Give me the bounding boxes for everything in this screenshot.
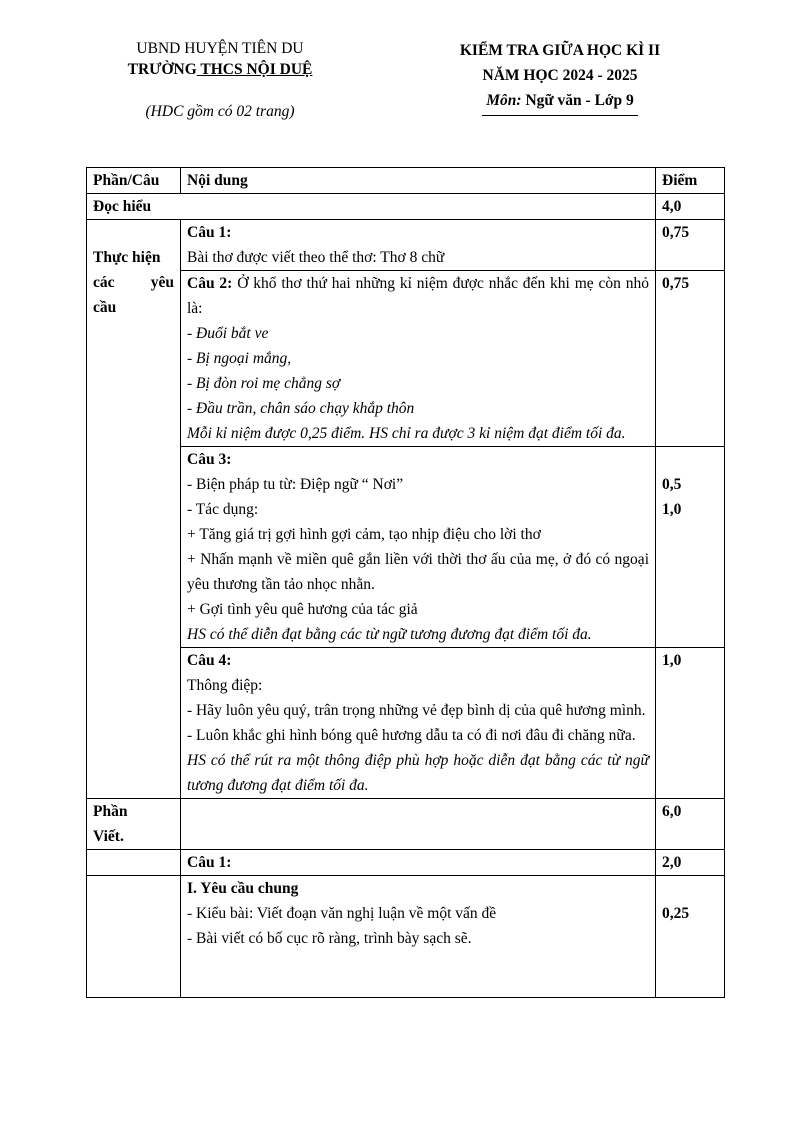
- thuc-hien-label: Thực hiện các yêu cầu: [87, 220, 181, 799]
- table-header-row: [87, 168, 725, 194]
- score-cell: 1,0: [656, 648, 725, 799]
- table-row: [87, 648, 725, 799]
- authority-name: UBND HUYỆN TIÊN DU: [136, 40, 304, 57]
- header-score: Điểm: [656, 168, 725, 194]
- table-row: [87, 850, 725, 876]
- table-row: [87, 194, 725, 220]
- page-count-note: (HDC gồm có 02 trang): [145, 103, 295, 120]
- header-content: Nội dung: [181, 168, 656, 194]
- cau3-content: Câu 3: - Biện pháp tu từ: Điệp ngữ “ Nơi” - Tác dụng: + Tăng giá trị gợi hình gợi cảm, tạo nhịp điệu cho lời thơ + Nhấn mạnh về miền quê gắn liền với thời thơ ấu của mẹ, ở đó có ngoại yêu thương tần tảo nhọc nhằn. + Gợi tình yêu quê hương của tác giả HS có thể diễn đạt bằng các từ ngữ tương đương đạt điểm tối đa.: [181, 447, 656, 648]
- empty-cell: [87, 876, 181, 998]
- table-row: [87, 876, 725, 998]
- score-cell: 2,0: [656, 850, 725, 876]
- header-right: [410, 38, 710, 116]
- score-cell: 0,25: [656, 876, 725, 998]
- score-cell: 0,75: [656, 220, 725, 271]
- yeu-cau-chung-content: I. Yêu cầu chung - Kiểu bài: Viết đoạn văn nghị luận về một vấn đề - Bài viết có bố cục rõ ràng, trình bày sạch sẽ.: [181, 876, 656, 998]
- table-row: [87, 220, 725, 271]
- section-phan-viet: Phần Viết.: [87, 799, 181, 850]
- header-left: [90, 38, 350, 122]
- score-cell: 6,0: [656, 799, 725, 850]
- cau4-content: Câu 4: Thông điệp: - Hãy luôn yêu quý, trân trọng những vẻ đẹp bình dị của quê hương mình. - Luôn khắc ghi hình bóng quê hương dẫu ta có đi nơi đâu đi chăng nữa. HS có thể rút ra một thông điệp phù hợp hoặc diễn đạt bằng các từ ngữ tương đương đạt điểm tối đa.: [181, 648, 656, 799]
- empty-cell: [87, 850, 181, 876]
- section-doc-hieu: Đọc hiểu: [87, 194, 656, 220]
- empty-cell: [181, 799, 656, 850]
- cau1-content: Câu 1: Bài thơ được viết theo thể thơ: Thơ 8 chữ: [181, 220, 656, 271]
- school-year: NĂM HỌC 2024 - 2025: [482, 67, 638, 84]
- subject-line: Môn: Ngữ văn - Lớp 9: [482, 88, 638, 116]
- school-name: TRƯỜNG THCS NỘI DUỆ: [127, 61, 313, 78]
- score-cell: 0,75: [656, 271, 725, 447]
- table-row: [87, 799, 725, 850]
- header-part: Phần/Câu: [87, 168, 181, 194]
- score-cell: 0,5 1,0: [656, 447, 725, 648]
- cau2-content: Câu 2: Ở khổ thơ thứ hai những kỉ niệm được nhắc đến khi mẹ còn nhỏ là: - Đuổi bắt ve - Bị ngoại mắng, - Bị đòn roi mẹ chẳng sợ - Đầu trần, chân sáo chạy khắp thôn Mỗi kỉ niệm được 0,25 điểm. HS chỉ ra được 3 kỉ niệm đạt điểm tối đa.: [181, 271, 656, 447]
- answer-table: [86, 167, 725, 998]
- exam-title: KIỂM TRA GIỮA HỌC KÌ II: [459, 42, 661, 59]
- table-row: [87, 271, 725, 447]
- score-cell: 4,0: [656, 194, 725, 220]
- table-row: [87, 447, 725, 648]
- viet-cau1-title: Câu 1:: [181, 850, 656, 876]
